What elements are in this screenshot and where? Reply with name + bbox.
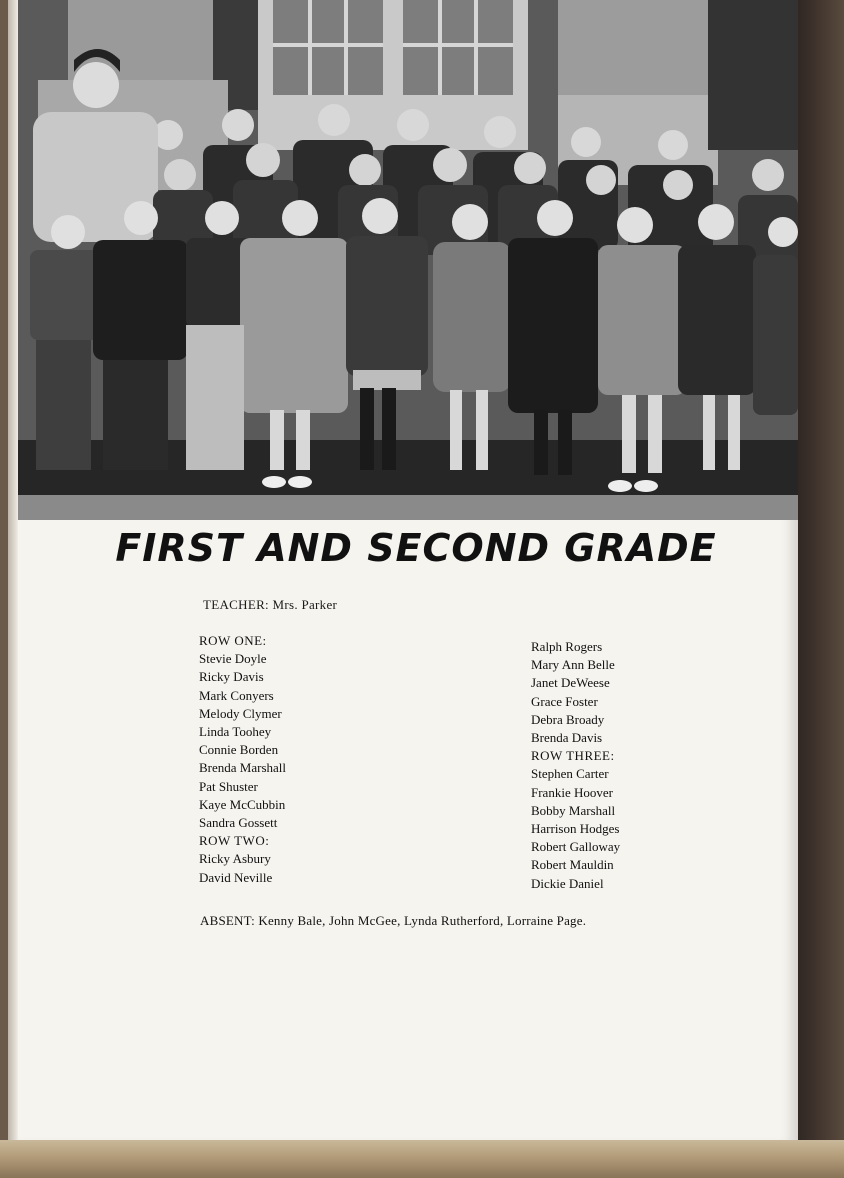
row-header: ROW TWO: — [199, 833, 270, 849]
student-name: Pat Shuster — [199, 778, 258, 794]
teacher-line: TEACHER: Mrs. Parker — [203, 597, 338, 612]
row-header: ROW THREE: — [531, 748, 615, 764]
student-name: Debra Broady — [531, 711, 605, 727]
student-name: Brenda Davis — [531, 730, 603, 746]
page-left-edge — [8, 0, 18, 1148]
names-column-right — [531, 638, 620, 893]
student-name: Linda Toohey — [199, 724, 272, 740]
student-name: Dickie Daniel — [531, 875, 604, 891]
student-name: Stevie Doyle — [199, 651, 267, 667]
row-header: ROW ONE: — [199, 633, 267, 648]
names-column-left — [199, 632, 286, 887]
student-name: Melody Clymer — [199, 705, 282, 721]
student-name: Robert Mauldin — [531, 857, 614, 873]
student-name: Ralph Rogers — [531, 639, 603, 654]
student-name: Janet DeWeese — [531, 675, 610, 691]
student-name: Sandra Gossett — [199, 815, 278, 831]
class-photo — [18, 0, 798, 520]
student-name: Mark Conyers — [199, 687, 274, 703]
page-bottom-edge — [0, 1140, 844, 1178]
book-spine-shadow — [790, 0, 844, 1178]
student-name: Kaye McCubbin — [199, 796, 286, 812]
student-name: Robert Galloway — [531, 839, 621, 855]
student-name: David Neville — [199, 869, 273, 885]
absent-line: ABSENT: Kenny Bale, John McGee, Lynda Rutherford, Lorraine Page. — [200, 913, 587, 928]
student-name: Harrison Hodges — [531, 821, 620, 837]
student-name: Grace Foster — [531, 693, 598, 709]
student-name: Ricky Asbury — [199, 851, 271, 867]
student-name: Brenda Marshall — [199, 760, 287, 776]
student-name: Bobby Marshall — [531, 802, 616, 818]
student-name: Ricky Davis — [199, 669, 264, 685]
student-name: Connie Borden — [199, 742, 279, 758]
page-title: FIRST AND SECOND GRADE — [115, 526, 717, 570]
student-name: Stephen Carter — [531, 766, 609, 782]
student-name: Frankie Hoover — [531, 784, 613, 800]
student-name: Mary Ann Belle — [531, 657, 615, 673]
